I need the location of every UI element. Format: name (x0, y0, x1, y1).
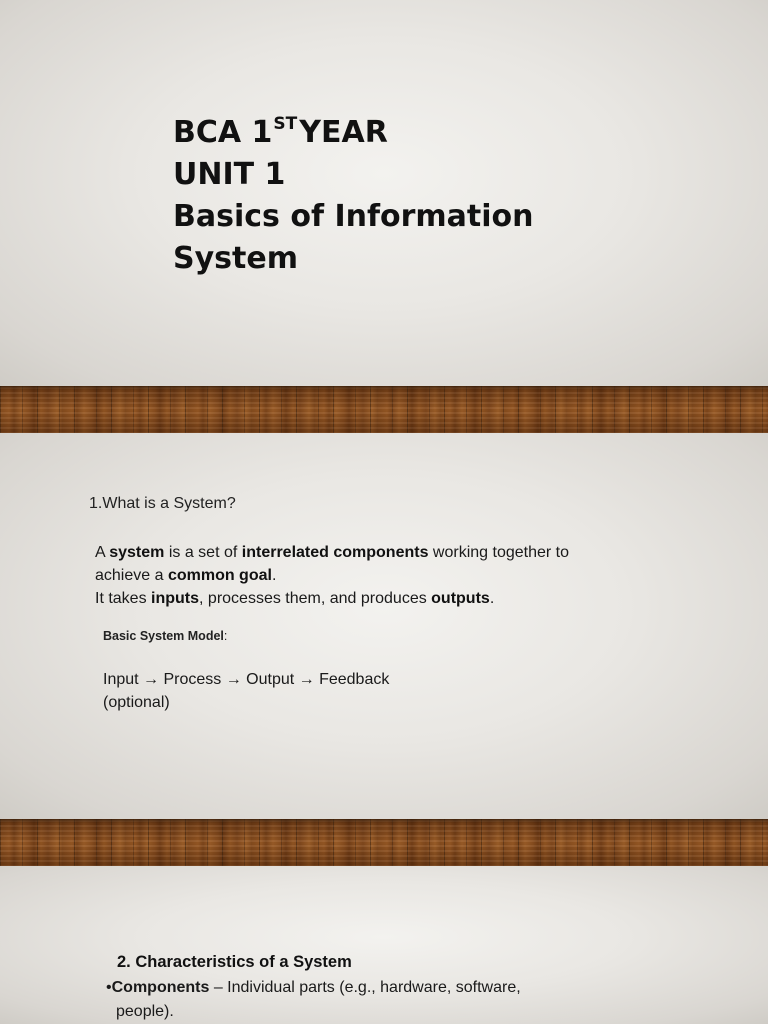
flow-line: Input → Process → Output → Feedback (103, 671, 390, 688)
wood-floor-divider (0, 386, 768, 434)
text-run: working together to achieve a (95, 544, 569, 584)
section-heading: 1.What is a System? (89, 495, 236, 512)
system-model-flow (103, 668, 463, 714)
text-run: people). (116, 1003, 174, 1020)
slide-title (173, 112, 534, 280)
title-course: BCA 1 (173, 115, 273, 150)
text-run: is a set of (164, 544, 242, 561)
text-run: . (489, 590, 495, 607)
text-run: A (95, 544, 110, 561)
model-label-colon: : (223, 629, 228, 643)
system-definition-slide (0, 433, 768, 819)
list-item (106, 976, 586, 1024)
title-slide (0, 0, 768, 386)
section-heading: 2. Characteristics of a System (117, 953, 352, 971)
model-label-text: Basic System Model (103, 629, 224, 643)
bold-term: common goal (167, 567, 272, 584)
text-run: – Individual parts (e.g., hardware, software, (209, 979, 521, 996)
wood-floor-divider (0, 819, 768, 867)
flow-line: (optional) (103, 694, 170, 711)
characteristics-slide (0, 866, 768, 1024)
title-topic-line-1: Basics of Information (173, 199, 534, 234)
title-ordinal-superscript: ST (273, 114, 298, 134)
bold-term: inputs (151, 590, 200, 607)
title-year: YEAR (299, 115, 388, 150)
text-run: , processes them, and produces (199, 590, 432, 607)
title-unit: UNIT 1 (173, 157, 286, 192)
definition-paragraph (95, 541, 615, 610)
bold-term: Components (111, 979, 210, 996)
title-topic-line-2: System (173, 241, 298, 276)
text-run: . (271, 567, 277, 584)
bullet-marker: • (106, 979, 112, 996)
bold-term: interrelated components (241, 544, 429, 561)
model-label (103, 629, 227, 643)
bold-term: outputs (431, 590, 490, 607)
bold-term: system (109, 544, 165, 561)
text-run: It takes (95, 590, 152, 607)
title-course-line (173, 112, 534, 154)
